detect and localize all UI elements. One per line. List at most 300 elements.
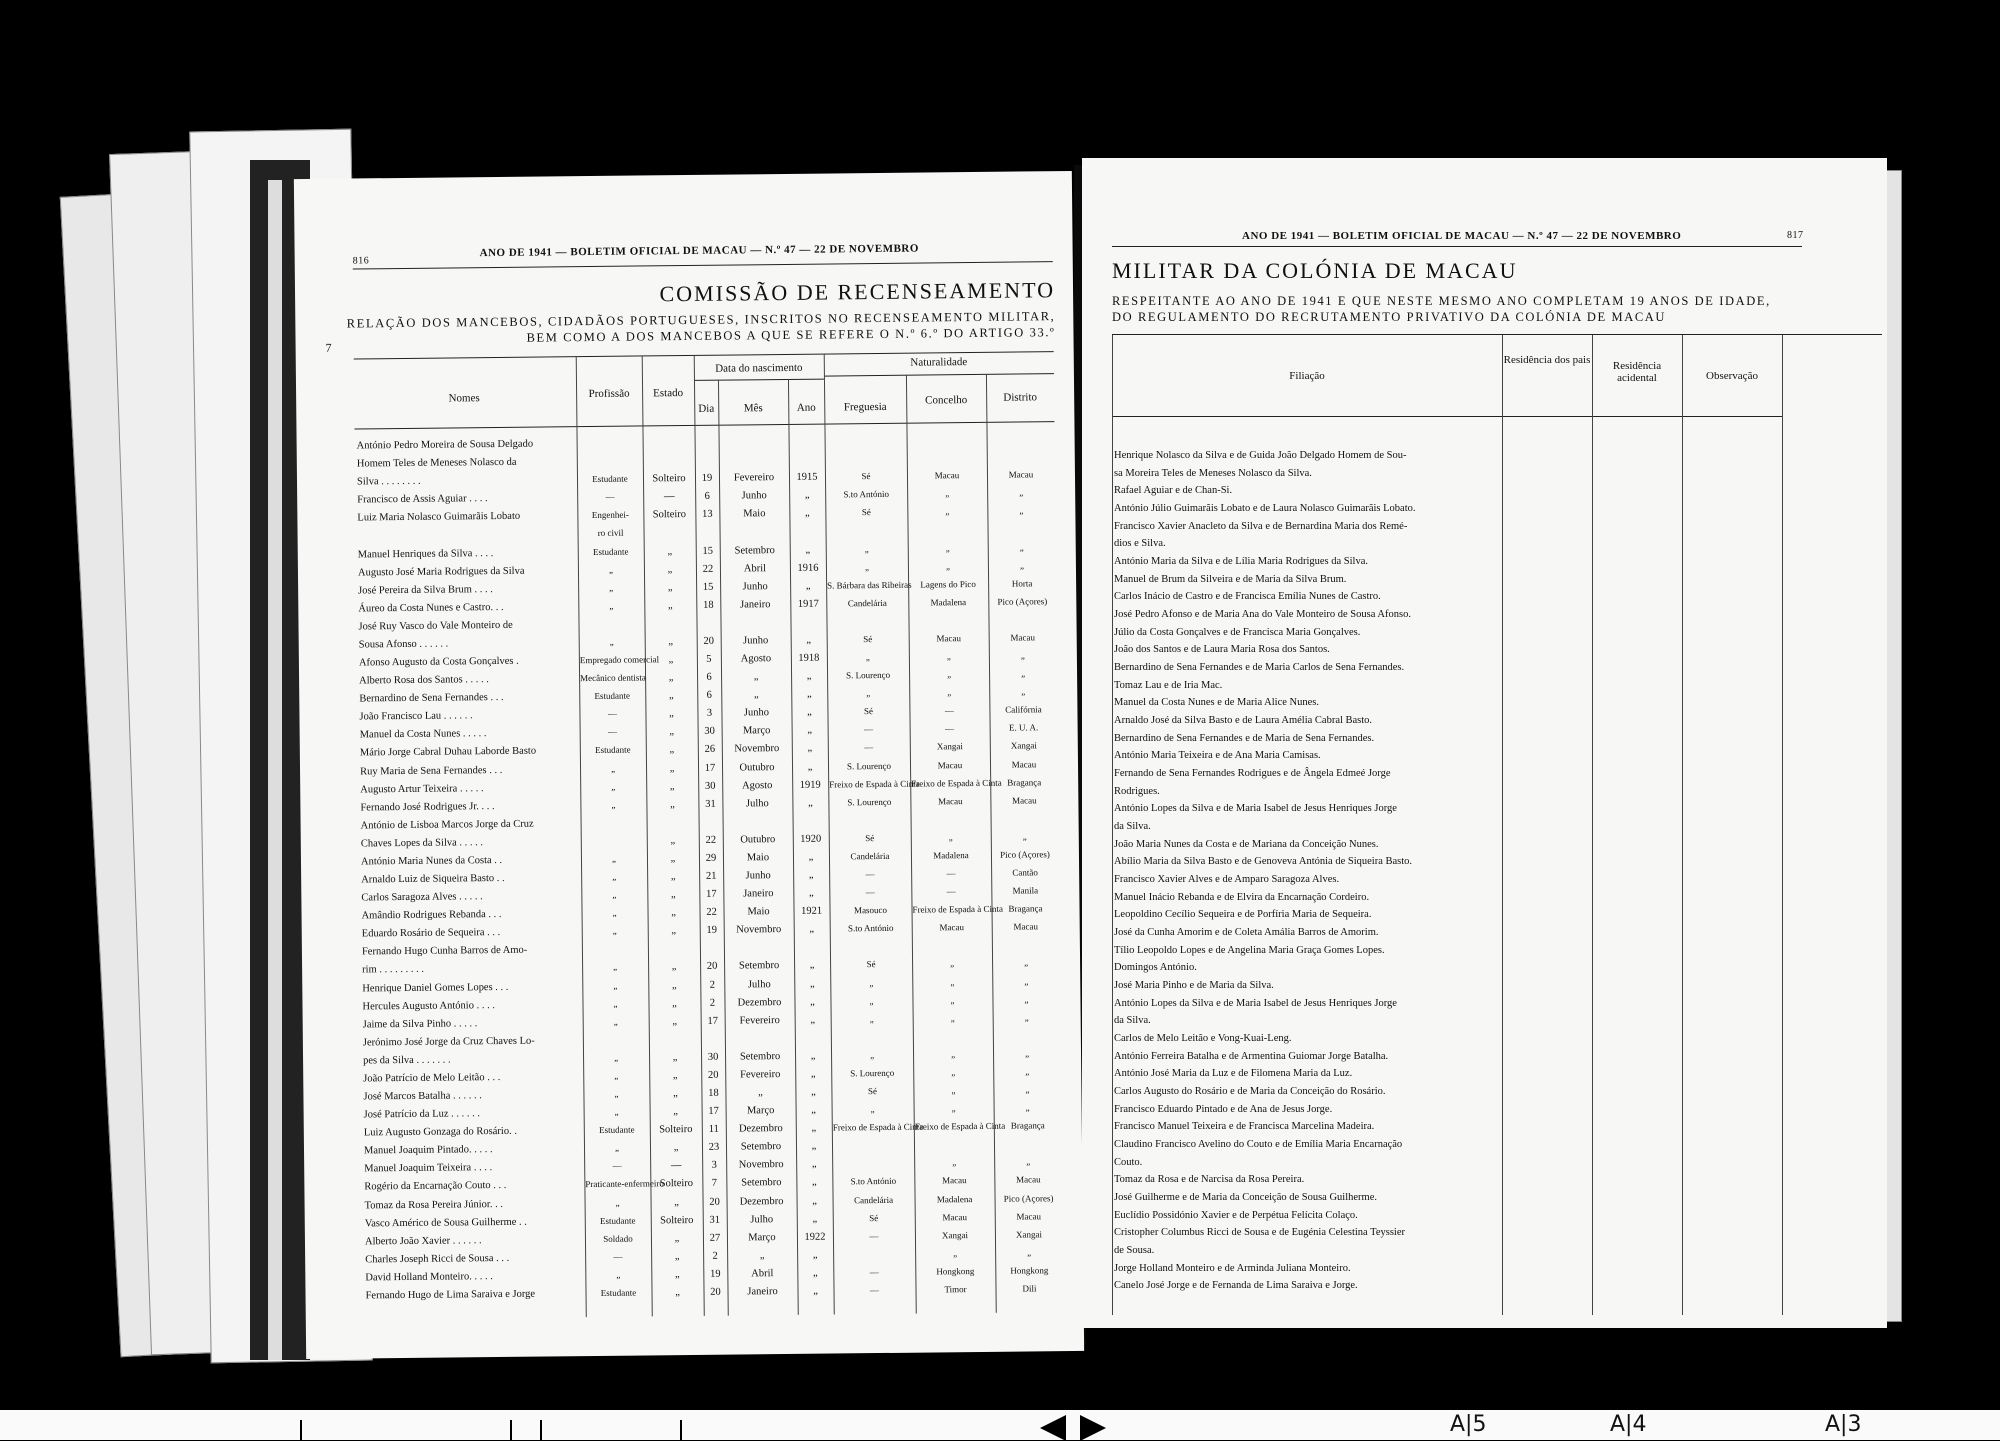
frame-marker: A|3 — [1825, 1412, 1861, 1437]
cell-nome: Eduardo Rosário de Sequeira . . . — [362, 926, 580, 939]
naturalidade-subheader-rule — [824, 373, 1054, 376]
film-tick — [510, 1420, 512, 1440]
cell-dist: „ — [994, 1048, 1060, 1060]
cell-estado: „ — [649, 997, 699, 1009]
cell-mes: Novembro — [723, 743, 791, 755]
cell-mes: Maio — [720, 508, 788, 520]
cell-dist: Hongkong — [996, 1265, 1062, 1277]
cell-dist — [988, 524, 1054, 525]
cell-ano: „ — [798, 1285, 832, 1296]
cell-estado: „ — [650, 1016, 700, 1028]
cell-estado — [644, 455, 694, 456]
cell-dist: Macau — [996, 1211, 1062, 1223]
cell-ano: „ — [793, 761, 827, 772]
cell-prof: — — [586, 1251, 650, 1263]
cell-estado: „ — [645, 582, 695, 594]
cell-freg: — — [834, 1266, 914, 1278]
cell-dist: „ — [988, 505, 1054, 517]
cell-estado — [650, 1034, 700, 1035]
filiation-entry: Claudino Francisco Avelino do Couto e de Emília Maria Encarnação — [1114, 1139, 1500, 1150]
filiation-entry: Francisco Xavier Alves e de Amparo Saragoza Alves. — [1114, 874, 1500, 885]
cell-dia: 2 — [704, 1250, 726, 1261]
cell-dist: „ — [994, 1066, 1060, 1078]
filiation-entry: dios e Silva. — [1114, 538, 1500, 549]
cell-prof: „ — [582, 853, 646, 865]
cell-dist: Dili — [996, 1283, 1062, 1295]
cell-nome: Carlos Saragoza Alves . . . . . — [361, 890, 579, 903]
cell-estado: „ — [647, 726, 697, 738]
filiation-entry: António Júlio Guimarãis Lobato e de Laura Nolasco Guimarãis Lobato. — [1114, 503, 1500, 514]
cell-dist: Macau — [991, 759, 1057, 771]
cell-freg: S.to António — [833, 1176, 913, 1188]
cell-mes: Novembro — [725, 924, 793, 936]
filiation-entry: Carlos de Melo Leitão e Vong-Kuai-Leng. — [1114, 1033, 1500, 1044]
filiation-entry: Leopoldino Cecílio Sequeira e de Porfíria Maria de Sequeira. — [1114, 909, 1500, 920]
cell-dist: Califórnia — [990, 704, 1056, 716]
cell-estado: „ — [652, 1251, 702, 1263]
filiation-entry: Francisco Xavier Anacleto da Silva e de Bernardina Maria dos Remé- — [1114, 521, 1500, 532]
col-dia: Dia — [694, 403, 718, 415]
cell-mes: Dezembro — [725, 996, 793, 1008]
cell-freg: Masouco — [830, 905, 910, 917]
cell-conc: — — [912, 886, 990, 898]
cell-dia: 30 — [702, 1051, 724, 1062]
cell-mes — [725, 942, 793, 943]
cell-nome: Luiz Maria Nolasco Guimarãis Lobato — [357, 511, 575, 524]
cell-ano: 1920 — [794, 833, 828, 844]
page-stack-edge — [268, 180, 282, 1360]
cell-conc: Xangai — [911, 741, 989, 753]
cell-dist: „ — [990, 686, 1056, 698]
cell-nome: António Maria Nunes da Costa . . — [361, 854, 579, 867]
cell-estado: „ — [648, 889, 698, 901]
cell-prof: „ — [579, 564, 643, 576]
cell-freg: Sé — [832, 1086, 912, 1098]
cell-prof — [578, 437, 642, 438]
cell-conc: „ — [908, 506, 986, 518]
cell-prof — [579, 618, 643, 619]
page-title: MILITAR DA COLÓNIA DE MACAU — [1112, 258, 1517, 284]
film-tick — [300, 1420, 302, 1440]
cell-mes — [726, 1033, 794, 1034]
cell-prof: Estudante — [586, 1287, 650, 1299]
cell-freg: — — [829, 742, 909, 754]
cell-freg: — — [829, 724, 909, 736]
cell-freg: — — [830, 869, 910, 881]
cell-dia: 27 — [704, 1232, 726, 1243]
cell-nome: Charles Joseph Ricci de Sousa . . . — [365, 1252, 583, 1265]
cell-estado: „ — [646, 636, 696, 648]
filiation-entry: António José Maria da Luz e de Filomena Maria da Luz. — [1114, 1068, 1500, 1079]
cell-nome: António Pedro Moreira de Sousa Delgado — [357, 438, 575, 451]
filiation-entry: Tílio Leopoldo Lopes e de Angelina Maria Graça Gomes Lopes. — [1114, 945, 1500, 956]
cell-ano: „ — [793, 743, 827, 754]
cell-conc: „ — [914, 1049, 992, 1061]
cell-ano: „ — [792, 707, 826, 718]
cell-prof — [578, 456, 642, 457]
cell-prof: Estudante — [585, 1125, 649, 1137]
col-divider — [1502, 335, 1503, 1315]
cell-estado — [648, 817, 698, 818]
cell-prof: „ — [583, 998, 647, 1010]
page-number: 816 — [353, 255, 370, 266]
col-naturalidade: Naturalidade — [824, 355, 1054, 369]
cell-dist: Xangai — [991, 741, 1057, 753]
cell-dia: 17 — [699, 762, 721, 773]
cell-freg: S. Lourenço — [832, 1068, 912, 1080]
cell-freg: Freixo de Espada à Cinta — [829, 778, 909, 790]
cell-prof: — — [578, 492, 642, 504]
cell-dia: 20 — [702, 1070, 724, 1081]
filiation-entry: Rafael Aguiar e de Chan-Si. — [1114, 485, 1500, 496]
cell-dia: 22 — [700, 834, 722, 845]
cell-nome: João Francisco Lau . . . . . . — [359, 709, 577, 722]
cell-nome: Ruy Maria de Sena Fernandes . . . — [360, 764, 578, 777]
cell-dia: 6 — [698, 672, 720, 683]
cell-ano: „ — [794, 851, 828, 862]
cell-ano: „ — [793, 797, 827, 808]
cell-dia: 29 — [700, 853, 722, 864]
col-estado: Estado — [642, 387, 694, 400]
col-concelho: Concelho — [906, 394, 986, 407]
cell-dia: 18 — [702, 1088, 724, 1099]
cell-estado: „ — [650, 1088, 700, 1100]
col-divider — [718, 380, 729, 1316]
cell-freg: „ — [828, 652, 908, 664]
cell-dia: 2 — [701, 997, 723, 1008]
cell-freg — [827, 616, 907, 617]
cell-freg: — — [834, 1285, 914, 1297]
cell-dist: Horta — [989, 578, 1055, 590]
census-table-body — [294, 171, 1072, 179]
cell-dia: 6 — [696, 491, 718, 502]
cell-dist: „ — [993, 958, 1059, 970]
cell-conc: Macau — [916, 1211, 994, 1223]
cell-estado: „ — [646, 690, 696, 702]
cell-mes: Julho — [728, 1213, 796, 1225]
cell-freg: S. Lourenço — [828, 670, 908, 682]
cell-nome: Alberto Rosa dos Santos . . . . . — [359, 673, 577, 686]
cell-dist — [992, 813, 1058, 814]
cell-dist: „ — [994, 1084, 1060, 1096]
cell-nome: pes da Silva . . . . . . . — [363, 1053, 581, 1066]
filiation-entry: António Maria Teixeira e de Ana Maria Camisas. — [1114, 750, 1500, 761]
cell-nome: rim . . . . . . . . . — [362, 963, 580, 976]
cell-estado — [649, 943, 699, 944]
cell-estado: „ — [646, 654, 696, 666]
cell-mes: Maio — [724, 852, 792, 864]
filiation-entry: Francisco Eduardo Pintado e de Ana de Jesus Jorge. — [1114, 1104, 1500, 1115]
cell-nome: Arnaldo Luiz de Siqueira Basto . . — [361, 872, 579, 885]
cell-conc: — — [910, 705, 988, 717]
film-arrow-left-icon — [1040, 1415, 1066, 1441]
cell-mes: Abril — [721, 563, 789, 575]
cell-freg — [826, 435, 906, 436]
cell-conc: Macau — [913, 922, 991, 934]
cell-prof: — — [580, 709, 644, 721]
filiation-entry: da Silva. — [1114, 1015, 1500, 1026]
cell-nome: Alberto João Xavier . . . . . . — [365, 1234, 583, 1247]
cell-ano: „ — [798, 1195, 832, 1206]
cell-prof: „ — [584, 1016, 648, 1028]
cell-dia: 15 — [697, 545, 719, 556]
cell-ano: „ — [790, 490, 824, 501]
subtitle-line2: BEM COMO A DOS MANCEBOS A QUE SE REFERE O N.º 6.º DO ARTIGO 33.º — [526, 325, 1055, 346]
cell-conc: Timor — [916, 1284, 994, 1296]
cell-mes: Maio — [724, 906, 792, 918]
cell-prof: ro civil — [579, 528, 643, 540]
cell-prof: Soldado — [586, 1233, 650, 1245]
col-residencia-pais: Residência dos pais — [1502, 354, 1592, 366]
cell-freg: Sé — [826, 507, 906, 519]
col-observacao: Observação — [1682, 370, 1782, 382]
cell-conc — [912, 814, 990, 815]
cell-dist: „ — [992, 831, 1058, 843]
cell-prof: „ — [583, 980, 647, 992]
cell-estado: „ — [647, 744, 697, 756]
col-divider — [1112, 335, 1113, 1315]
filiation-entry: Francisco Manuel Teixeira e de Francisca Marcelina Madeira. — [1114, 1121, 1500, 1132]
cell-conc: Madalena — [912, 850, 990, 862]
cell-ano: „ — [798, 1267, 832, 1278]
cell-dist: Bragança — [991, 777, 1057, 789]
cell-mes: Outubro — [724, 834, 792, 846]
cell-ano: „ — [794, 888, 828, 899]
cell-nome: Bernardino de Sena Fernandes . . . — [359, 691, 577, 704]
cell-estado: „ — [646, 708, 696, 720]
col-freguesia: Freguesia — [824, 401, 906, 414]
frame-marker: A|5 — [1450, 1412, 1486, 1437]
filiation-entry: João Maria Nunes da Costa e de Mariana da Conceição Nunes. — [1114, 839, 1500, 850]
header-rule — [1112, 246, 1802, 247]
cell-mes: Fevereiro — [726, 1015, 794, 1027]
cell-freg: S.to António — [831, 923, 911, 935]
col-divider — [1592, 335, 1593, 1315]
cell-estado: Solteiro — [644, 473, 694, 485]
cell-dia: 5 — [698, 654, 720, 665]
cell-nome: José Ruy Vasco do Vale Monteiro de — [358, 619, 576, 632]
cell-ano: „ — [791, 580, 825, 591]
filiation-entry: Fernando de Sena Fernandes Rodrigues e de Ângela Edmeé Jorge — [1114, 768, 1500, 779]
cell-estado: „ — [651, 1142, 701, 1154]
film-tick — [680, 1420, 682, 1440]
page-number: 817 — [1787, 230, 1804, 241]
cell-freg — [827, 525, 907, 526]
cell-nome: David Holland Monteiro. . . . . — [365, 1270, 583, 1283]
cell-prof: Estudante — [580, 691, 644, 703]
col-ano: Ano — [788, 402, 824, 414]
cell-conc: „ — [915, 1157, 993, 1169]
filiation-entry: da Silva. — [1114, 821, 1500, 832]
col-divider — [788, 379, 799, 1315]
cell-dist: „ — [989, 542, 1055, 554]
cell-dia: 2 — [701, 979, 723, 990]
cell-dia: 30 — [699, 726, 721, 737]
cell-nome: Mário Jorge Cabral Duhau Laborde Basto — [360, 746, 578, 759]
cell-prof: Engenhei- — [578, 510, 642, 522]
cell-ano: „ — [797, 1105, 831, 1116]
cell-ano: 1921 — [794, 906, 828, 917]
cell-freg: S. Lourenço — [829, 796, 909, 808]
cell-estado: „ — [650, 1052, 700, 1064]
cell-conc: „ — [908, 488, 986, 500]
cell-dist: „ — [995, 1156, 1061, 1168]
cell-dia: 30 — [699, 780, 721, 791]
cell-freg: S. Lourenço — [829, 760, 909, 772]
cell-dia: 3 — [698, 708, 720, 719]
cell-nome: Fernando José Rodrigues Jr. . . . — [360, 800, 578, 813]
cell-dia: 31 — [699, 798, 721, 809]
cell-dist: Macau — [995, 1175, 1061, 1187]
cell-estado: „ — [645, 600, 695, 612]
cell-nome: Jaime da Silva Pinho . . . . . — [363, 1017, 581, 1030]
cell-nome: Hercules Augusto António . . . . — [362, 999, 580, 1012]
cell-prof: „ — [579, 582, 643, 594]
cell-mes — [721, 617, 789, 618]
cell-conc: „ — [913, 976, 991, 988]
cell-nome: Jerónimo José Jorge da Cruz Chaves Lo- — [363, 1035, 581, 1048]
cell-mes: Junho — [724, 870, 792, 882]
cell-dist — [989, 614, 1055, 615]
cell-dia: 17 — [703, 1106, 725, 1117]
cell-prof: — — [585, 1161, 649, 1173]
running-header: ANO DE 1941 — BOLETIM OFICIAL DE MACAU — N.º 47 — 22 DE NOVEMBRO — [1242, 230, 1681, 242]
cell-mes: „ — [726, 1087, 794, 1099]
filiation-entry: José Maria Pinho e de Maria da Silva. — [1114, 980, 1500, 991]
cell-mes: Setembro — [721, 544, 789, 556]
cell-conc: „ — [909, 542, 987, 554]
cell-freg: Sé — [830, 833, 910, 845]
cell-dia: 15 — [697, 581, 719, 592]
cell-estado: „ — [652, 1233, 702, 1245]
filiation-entry: António Lopes da Silva e de Maria Isabel de Jesus Henriques Jorge — [1114, 998, 1500, 1009]
cell-freg: Freixo de Espada à Cinta — [833, 1122, 913, 1134]
cell-prof — [582, 817, 646, 818]
cell-estado: Solteiro — [652, 1214, 702, 1226]
cell-conc: Freixo de Espada à Cinta — [911, 777, 989, 789]
cell-conc: „ — [909, 560, 987, 572]
cell-dist: Bragança — [995, 1120, 1061, 1132]
cell-mes: Março — [723, 725, 791, 737]
cell-dia: 22 — [697, 563, 719, 574]
cell-nome: Fernando Hugo Cunha Barros de Amo- — [362, 944, 580, 957]
cell-nome: Rogério da Encarnação Couto . . . — [364, 1180, 582, 1193]
cell-nome: Vasco Américo de Sousa Guilherme . . — [365, 1216, 583, 1229]
cell-dist — [995, 1138, 1061, 1139]
cell-conc: Freixo de Espada à Cinta — [912, 904, 990, 916]
cell-freg — [833, 1140, 913, 1141]
cell-mes: „ — [722, 671, 790, 683]
cell-mes: Junho — [722, 707, 790, 719]
filiation-entry: Manuel Inácio Rebanda e de Elvira da Encarnação Cordeiro. — [1114, 892, 1500, 903]
cell-ano: „ — [795, 924, 829, 935]
margin-note: 7 — [326, 341, 333, 356]
cell-ano: „ — [792, 689, 826, 700]
cell-dia: 3 — [703, 1160, 725, 1171]
cell-conc: Madalena — [909, 597, 987, 609]
cell-ano: „ — [794, 870, 828, 881]
cell-mes: Setembro — [727, 1141, 795, 1153]
filiation-entry: José Guilherme e de Maria da Conceição de Sousa Guilherme. — [1114, 1192, 1500, 1203]
column-header-bottom-rule — [354, 421, 1054, 429]
cell-conc: Macau — [911, 796, 989, 808]
cell-nome: António de Lisboa Marcos Jorge da Cruz — [361, 818, 579, 831]
cell-freg: „ — [827, 543, 907, 555]
cell-dia: 17 — [702, 1015, 724, 1026]
cell-estado: „ — [648, 871, 698, 883]
cell-prof: Estudante — [581, 745, 645, 757]
cell-prof: „ — [581, 763, 645, 775]
cell-freg: — — [830, 887, 910, 899]
cell-freg — [834, 1248, 914, 1249]
cell-ano: 1922 — [798, 1231, 832, 1242]
cell-freg: „ — [832, 1013, 912, 1025]
filiation-entry: Manuel de Brum da Silveira e de Maria da Silva Brum. — [1114, 574, 1500, 585]
cell-conc: Freixo de Espada à Cinta — [915, 1121, 993, 1133]
cell-mes: Julho — [723, 798, 791, 810]
cell-prof: „ — [584, 1052, 648, 1064]
cell-estado — [644, 437, 694, 438]
col-divider — [1682, 335, 1683, 1315]
cell-ano: „ — [796, 1014, 830, 1025]
cell-freg: S.to António — [826, 489, 906, 501]
filiation-entry: Bernardino de Sena Fernandes e de Maria Carlos de Sena Fernandes. — [1114, 662, 1500, 673]
cell-dia: 22 — [700, 907, 722, 918]
cell-prof: „ — [582, 871, 646, 883]
cell-conc — [913, 940, 991, 941]
cell-estado: „ — [649, 979, 699, 991]
cell-nome: Manuel Joaquim Pintado. . . . . — [364, 1143, 582, 1156]
page-title: COMISSÃO DE RECENSEAMENTO — [659, 277, 1055, 307]
cell-prof: „ — [580, 636, 644, 648]
cell-mes: Setembro — [726, 1051, 794, 1063]
running-header: ANO DE 1941 — BOLETIM OFICIAL DE MACAU — N.º 47 — 22 DE NOVEMBRO — [480, 243, 919, 260]
filiation-entry: Rodrigues. — [1114, 786, 1500, 797]
cell-ano: „ — [797, 1141, 831, 1152]
cell-freg: Sé — [831, 959, 911, 971]
cell-dia: 19 — [696, 473, 718, 484]
cell-prof: „ — [579, 600, 643, 612]
cell-nome: José Marcos Batalha . . . . . . — [363, 1089, 581, 1102]
col-nomes: Nomes — [354, 391, 574, 405]
cell-ano: „ — [795, 996, 829, 1007]
cell-conc: „ — [913, 994, 991, 1006]
cell-mes: Janeiro — [721, 599, 789, 611]
cell-conc: „ — [910, 651, 988, 663]
cell-conc: „ — [916, 1248, 994, 1260]
filiation-entry: Tomaz da Rosa e de Narcisa da Rosa Pereira. — [1114, 1174, 1500, 1185]
cell-dist — [993, 939, 1059, 940]
date-subheader-rule — [694, 379, 824, 381]
cell-freg — [832, 1031, 912, 1032]
cell-dia: 17 — [700, 889, 722, 900]
cell-mes: Dezembro — [728, 1195, 796, 1207]
cell-freg: Sé — [828, 634, 908, 646]
cell-ano: 1915 — [790, 472, 824, 483]
cell-prof: „ — [586, 1269, 650, 1281]
cell-nome: Tomaz da Rosa Pereira Júnior. . . — [365, 1198, 583, 1211]
cell-ano: „ — [796, 1050, 830, 1061]
filiation-entry: sa Moreira Teles de Meneses Nolasco da Silva. — [1114, 468, 1500, 479]
cell-estado: — — [644, 491, 694, 503]
film-arrow-right-icon — [1080, 1415, 1106, 1441]
cell-mes: Junho — [721, 581, 789, 593]
cell-dia: 11 — [703, 1124, 725, 1135]
cell-dist: Macau — [990, 632, 1056, 644]
cell-dist — [988, 433, 1054, 434]
cell-dist: „ — [990, 650, 1056, 662]
cell-prof: „ — [582, 908, 646, 920]
